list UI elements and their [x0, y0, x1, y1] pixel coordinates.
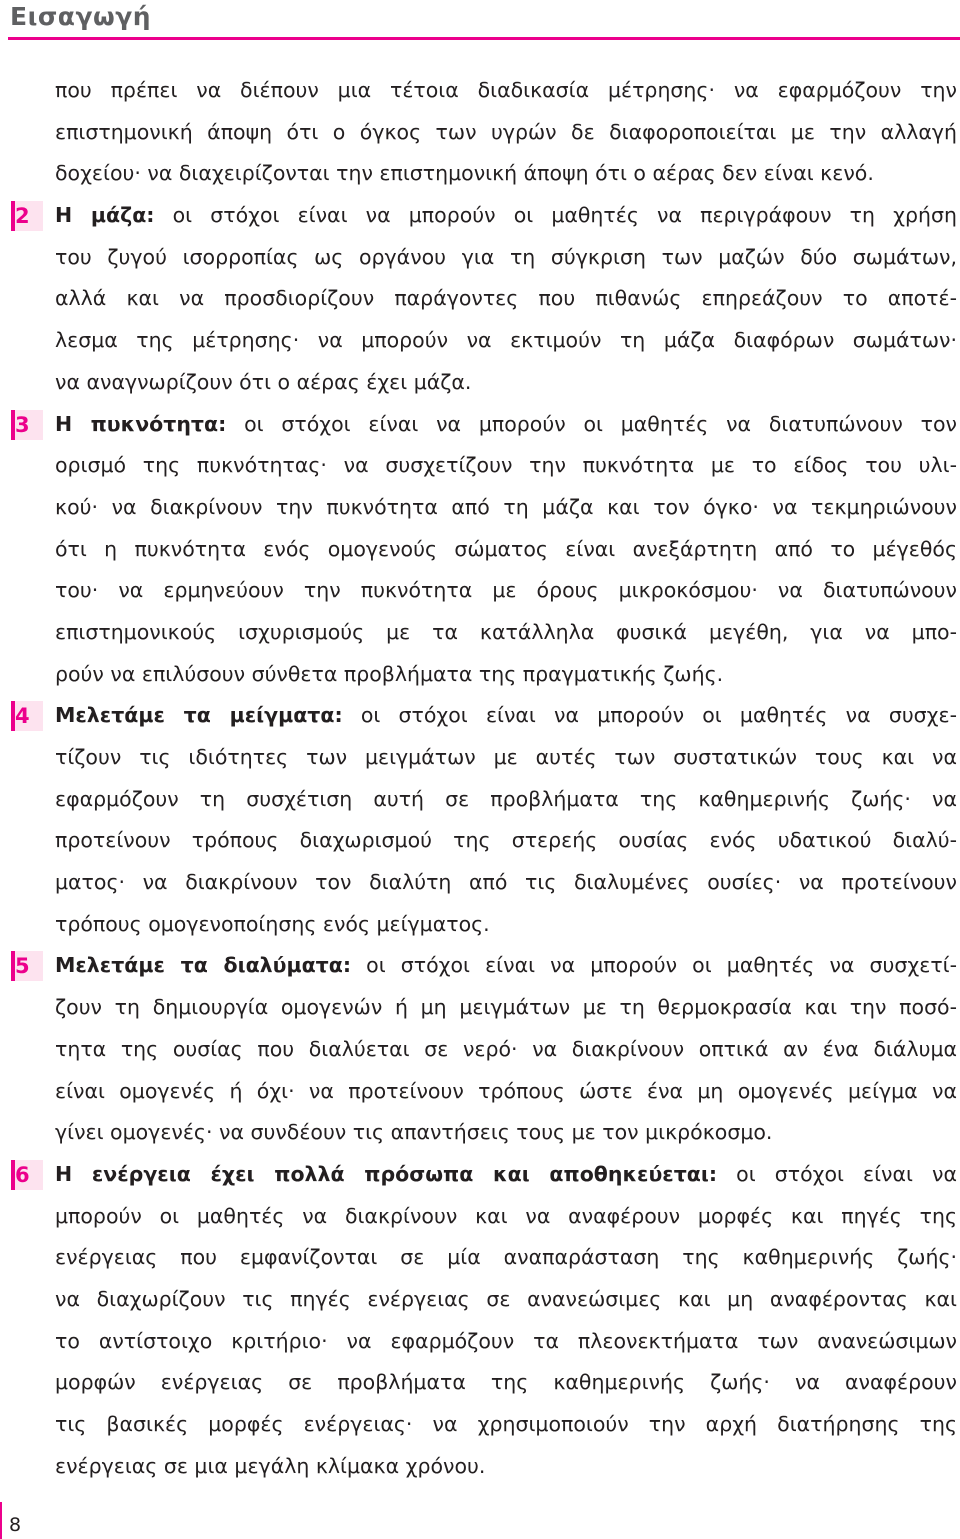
text-line: ότι η πυκνότητα ενός ομογενούς σώματος είναι ανεξάρτητη από το μέγεθός: [55, 536, 957, 561]
section-heading-line: [15, 195, 957, 237]
section-number-badge: 5: [11, 951, 43, 981]
text-line: είναι ομογενές ή όχι· να προτείνουν τρόπους ώστε ένα μη ομογενές μείγμα να: [55, 1078, 957, 1103]
section-number-badge: 4: [11, 701, 43, 731]
section-heading-line: [15, 945, 957, 987]
text-line: τρόπους ομογενοποίησης ενός μείγματος.: [55, 911, 490, 936]
section-number-badge: 3: [11, 410, 43, 440]
text-fragment: οι στόχοι είναι να μπορούν οι μαθητές να συσχε-: [342, 703, 957, 728]
text-line: του ζυγού ισορροπίας ως οργάνου για τη σύγκριση των μαζών δύο σωμάτων,: [55, 244, 957, 269]
section-title: Μελετάμε τα διαλύματα:: [55, 953, 352, 978]
text-line: ρούν να επιλύσουν σύνθετα προβλήματα της πραγματικής ζωής.: [55, 661, 724, 686]
section-heading-line: [15, 404, 957, 446]
text-line: λεσμα της μέτρησης· να μπορούν να εκτιμούν τη μάζα διαφόρων σωμάτων·: [55, 328, 957, 353]
section-number-badge: 6: [11, 1160, 43, 1190]
text-line: μορφών ενέργειας σε προβλήματα της καθημερινής ζωής· να αναφέρουν: [55, 1370, 957, 1395]
text-line: αλλά και να προσδιορίζουν παράγοντες που πιθανώς επηρεάζουν το αποτέ-: [55, 286, 957, 311]
section-title: Η πυκνότητα:: [55, 411, 227, 436]
text-line: ενέργειας που εμφανίζονται σε μία αναπαράσταση της καθημερινής ζωής·: [55, 1245, 957, 1270]
text-line: ματος· να διακρίνουν τον διαλύτη από τις διαλυμένες ουσίες· να προτείνουν: [55, 870, 957, 895]
section-title: Η μάζα:: [55, 203, 155, 228]
page-number: 8: [9, 1514, 22, 1536]
text-line: δοχείου· να διαχειρίζονται την επιστημονική άποψη ότι ο αέρας δεν είναι κενό.: [55, 161, 874, 186]
footer-accent-rule: [0, 1502, 2, 1539]
text-line: ενέργειας σε μια μεγάλη κλίμακα χρόνου.: [55, 1453, 486, 1478]
text-line: τίζουν τις ιδιότητες των μειγμάτων με αυτές των συστατικών τους και να: [55, 745, 957, 769]
header-divider: [8, 37, 960, 40]
text-fragment: οι στόχοι είναι να μπορούν οι μαθητές να διατυπώνουν τον: [226, 411, 957, 436]
section-heading-line: [15, 1154, 957, 1196]
body-text: [15, 70, 957, 1487]
text-line: ορισμό της πυκνότητας· να συσχετίζουν την πυκνότητα με το είδος του υλι-: [55, 453, 957, 478]
text-line: τητα της ουσίας που διαλύεται σε νερό· να διακρίνουν οπτικά αν ένα διάλυμα: [55, 1036, 957, 1061]
section-number-badge: 2: [11, 201, 43, 231]
text-line: προτείνουν τρόπους διαχωρισμού της στερεής ουσίας ενός υδατικού διαλύ-: [55, 828, 957, 853]
section-title: Η ενέργεια έχει πολλά πρόσωπα και αποθηκεύεται:: [55, 1161, 718, 1186]
text-fragment: οι στόχοι είναι να: [717, 1161, 957, 1186]
page-section-title: Εισαγωγή: [10, 2, 152, 31]
text-line: επιστημονική άποψη ότι ο όγκος των υγρών δε διαφοροποιείται με την αλλαγή: [55, 119, 957, 144]
text-line: μπορούν οι μαθητές να διακρίνουν και να αναφέρουν μορφές και πηγές της: [55, 1203, 957, 1228]
text-line: του· να ερμηνεύουν την πυκνότητα με όρους μικροκόσμου· να διατυπώνουν: [55, 578, 957, 603]
text-line: κού· να διακρίνουν την πυκνότητα από τη μάζα και τον όγκο· να τεκμηριώνουν: [55, 494, 957, 519]
text-line: εφαρμόζουν τη συσχέτιση αυτή σε προβλήματα της καθημερινής ζωής· να: [55, 786, 957, 811]
text-line: να διαχωρίζουν τις πηγές ενέργειας σε ανανεώσιμες και μη αναφέροντας και: [55, 1286, 957, 1311]
text-line: ζουν τη δημιουργία ομογενών ή μη μειγμάτων με τη θερμοκρασία και την ποσό-: [55, 995, 957, 1020]
section-heading-line: [15, 695, 957, 737]
text-fragment: οι στόχοι είναι να μπορούν οι μαθητές να περιγράφουν τη χρήση: [154, 203, 957, 228]
text-line: το αντίστοιχο κριτήριο· να εφαρμόζουν τα πλεονεκτήματα των ανανεώσιμων: [55, 1328, 957, 1353]
text-line: γίνει ομογενές· να συνδέουν τις απαντήσεις τους με τον μικρόκοσμο.: [55, 1120, 773, 1145]
section-title: Μελετάμε τα μείγματα:: [55, 703, 343, 728]
text-line: τις βασικές μορφές ενέργειας· να χρησιμοποιούν την αρχή διατήρησης της: [55, 1412, 957, 1436]
text-line: επιστημονικούς ισχυρισμούς με τα κατάλληλα φυσικά μεγέθη, για να μπο-: [55, 619, 957, 644]
text-line: που πρέπει να διέπουν μια τέτοια διαδικασία μέτρησης· να εφαρμόζουν την: [55, 78, 957, 102]
text-line: να αναγνωρίζουν ότι ο αέρας έχει μάζα.: [55, 369, 472, 394]
text-fragment: οι στόχοι είναι να μπορούν οι μαθητές να συσχετί-: [351, 953, 957, 978]
